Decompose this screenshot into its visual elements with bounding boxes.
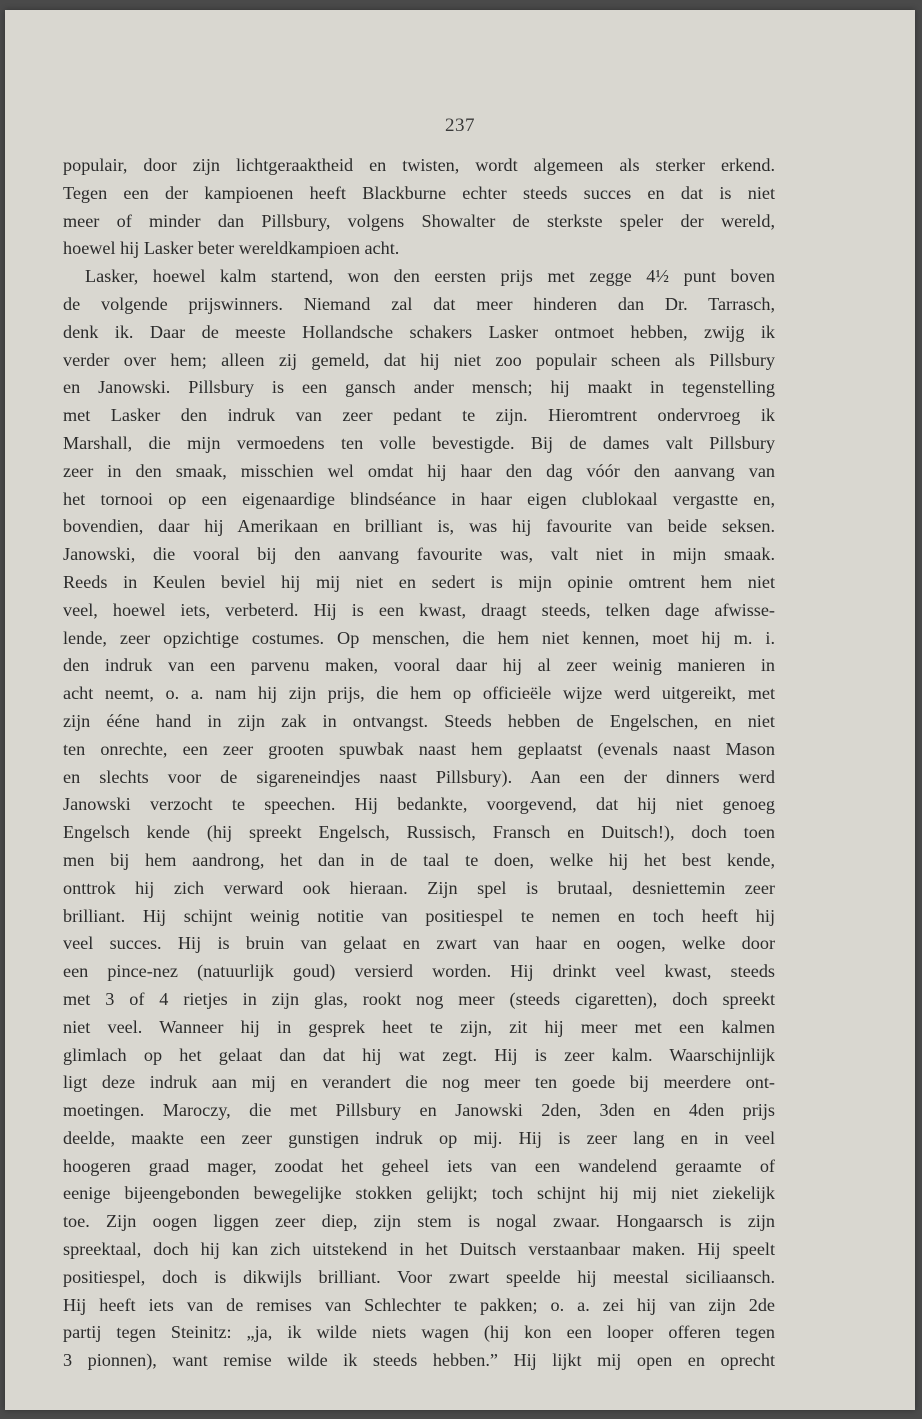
- text-line: Marshall, die mijn vermoedens ten volle bevestigde. Bij de dames valt Pillsbury: [63, 432, 775, 453]
- text-line: positiespel, doch is dikwijls brilliant. Voor zwart speelde hij meestal siciliaansch.: [63, 1266, 775, 1287]
- text-line: spreektaal, doch hij kan zich uitstekend in het Duitsch verstaanbaar maken. Hij speelt: [63, 1239, 775, 1260]
- text-line: den indruk van een parvenu maken, vooral daar hij al zeer weinig manieren in: [63, 655, 775, 676]
- text-line: moetingen. Maroczy, die met Pillsbury en Janowski 2den, 3den en 4den prijs: [63, 1100, 775, 1121]
- text-line: acht neemt, o. a. nam hij zijn prijs, die hem op officieële wijze werd uitgereikt, met: [63, 683, 775, 704]
- text-line: glimlach op het gelaat dan dat hij wat zegt. Hij is zeer kalm. Waarschijnlijk: [63, 1044, 775, 1065]
- text-line: verder over hem; alleen zij gemeld, dat hij niet zoo populair scheen als Pillsbury: [63, 349, 775, 370]
- text-line: Janowski, die vooral bij den aanvang favourite was, valt niet in mijn smaak.: [63, 544, 775, 565]
- text-line: met Lasker den indruk van zeer pedant te zijn. Hieromtrent ondervroeg ik: [63, 405, 775, 426]
- text-line: Engelsch kende (hij spreekt Engelsch, Russisch, Fransch en Duitsch!), doch toen: [63, 822, 775, 843]
- text-line: het tornooi op een eigenaardige blindséance in haar eigen clublokaal vergastte en,: [63, 488, 775, 509]
- text-line: brilliant. Hij schijnt weinig notitie van positiespel te nemen en toch heeft hij: [63, 905, 775, 926]
- text-line: populair, door zijn lichtgeraaktheid en twisten, wordt algemeen als sterker erkend.: [63, 155, 775, 175]
- text-line: onttrok hij zich verward ook hieraan. Zijn spel is brutaal, desniettemin zeer: [63, 877, 775, 898]
- text-line: Tegen een der kampioenen heeft Blackburne echter steeds succes en dat is niet: [63, 182, 775, 203]
- text-line: en slechts voor de sigareneindjes naast Pillsbury). Aan een der dinners werd: [63, 766, 775, 787]
- text-line: zeer in den smaak, misschien wel omdat hij haar den dag vóór den aanvang van: [63, 460, 775, 481]
- page-number: 237: [445, 115, 475, 136]
- text-line: lende, zeer opzichtige costumes. Op menschen, die hem niet kennen, moet hij m. i.: [63, 627, 775, 648]
- body-text: [63, 152, 775, 1375]
- text-line: zijn ééne hand in zijn zak in ontvangst. Steeds hebben de Engelschen, en niet: [63, 710, 775, 731]
- text-line: 3 pionnen), want remise wilde ik steeds hebben.” Hij lijkt mij open en oprecht: [63, 1350, 775, 1371]
- text-line: denk ik. Daar de meeste Hollandsche schakers Lasker ontmoet hebben, zwijg ik: [63, 321, 775, 342]
- text-line: partij tegen Steinitz: „ja, ik wilde niets wagen (hij kon een looper offeren tegen: [63, 1322, 775, 1343]
- text-line: en Janowski. Pillsbury is een gansch ander mensch; hij maakt in tegenstelling: [63, 377, 775, 398]
- text-line: met 3 of 4 rietjes in zijn glas, rookt nog meer (steeds cigaretten), doch spreekt: [63, 988, 775, 1009]
- text-line: veel, hoewel iets, verbeterd. Hij is een kwast, draagt steeds, telken dage afwisse-: [63, 599, 775, 620]
- text-line: ligt deze indruk aan mij en verandert die nog meer ten goede bij meerdere ont-: [63, 1072, 775, 1093]
- text-line: bovendien, daar hij Amerikaan en brilliant is, was hij favourite van beide seksen.: [63, 516, 775, 537]
- book-page: [5, 10, 915, 1410]
- text-line: Hij heeft iets van de remises van Schlechter te pakken; o. a. zei hij van zijn 2de: [63, 1294, 775, 1315]
- text-line: deelde, maakte een zeer gunstigen indruk op mij. Hij is zeer lang en in veel: [63, 1127, 775, 1148]
- text-line: een pince-nez (natuurlijk goud) versierd worden. Hij drinkt veel kwast, steeds: [63, 961, 775, 982]
- text-line: ten onrechte, een zeer grooten spuwbak naast hem geplaatst (evenals naast Mason: [63, 738, 775, 759]
- text-line: niet veel. Wanneer hij in gesprek heet te zijn, zit hij meer met een kalmen: [63, 1016, 775, 1037]
- text-line: de volgende prijswinners. Niemand zal dat meer hinderen dan Dr. Tarrasch,: [63, 293, 775, 314]
- text-line: meer of minder dan Pillsbury, volgens Showalter de sterkste speler der wereld,: [63, 210, 775, 231]
- text-line: Lasker, hoewel kalm startend, won den eersten prijs met zegge 4½ punt boven: [85, 266, 775, 287]
- text-line: eenige bijeengebonden bewegelijke stokken gelijkt; toch schijnt hij mij niet ziekelijk: [63, 1183, 775, 1204]
- text-line: hoogeren graad mager, zoodat het geheel iets van een wandelend geraamte of: [63, 1155, 775, 1176]
- text-line: men bij hem aandrong, het dan in de taal te doen, welke hij het best kende,: [63, 849, 775, 870]
- text-line: Janowski verzocht te speechen. Hij bedankte, voorgevend, dat hij niet genoeg: [63, 794, 775, 815]
- text-line: toe. Zijn oogen liggen zeer diep, zijn stem is nogal zwaar. Hongaarsch is zijn: [63, 1211, 775, 1232]
- text-line: veel succes. Hij is bruin van gelaat en zwart van haar en oogen, welke door: [63, 933, 775, 954]
- text-line: Reeds in Keulen beviel hij mij niet en sedert is mijn opinie omtrent hem niet: [63, 571, 775, 592]
- text-line: hoewel hij Lasker beter wereldkampioen acht.: [63, 238, 400, 259]
